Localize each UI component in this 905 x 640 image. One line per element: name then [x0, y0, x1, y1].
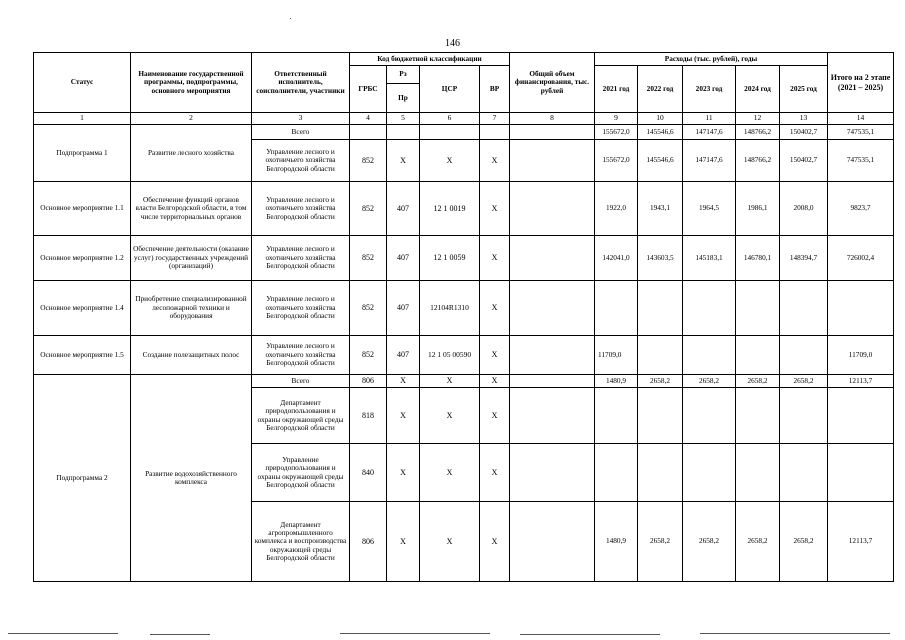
row-executor: Департамент природопользования и охраны окружающей среды Белгородской области	[252, 388, 350, 444]
col-num: 10	[638, 113, 683, 125]
row-total	[510, 140, 595, 182]
row-status: Основное мероприятие 1.5	[34, 336, 131, 375]
row-csr: Х	[420, 502, 480, 582]
row-executor: Управление лесного и охотничьего хозяйства Белгородской области	[252, 281, 350, 336]
scan-dot	[290, 18, 291, 19]
row-grbs: 852	[350, 281, 387, 336]
row-2024: 2658,2	[736, 375, 780, 388]
row-grbs: 852	[350, 236, 387, 281]
row-2024	[736, 336, 780, 375]
row-executor: Управление лесного и охотничьего хозяйства Белгородской области	[252, 182, 350, 236]
header-total-financing: Общий объем финансирования, тыс. рублей	[510, 53, 595, 113]
row-stage-total: 12113,7	[828, 502, 894, 582]
header-2023: 2023 год	[683, 66, 736, 113]
table-row	[34, 375, 894, 388]
table-row	[34, 125, 894, 140]
row-rz	[387, 125, 420, 140]
row-stage-total: 747535,1	[828, 125, 894, 140]
header-2025: 2025 год	[780, 66, 828, 113]
row-2024: 2658,2	[736, 502, 780, 582]
row-grbs: 852	[350, 182, 387, 236]
row-vr: Х	[480, 236, 510, 281]
col-num: 14	[828, 113, 894, 125]
row-stage-total: 9823,7	[828, 182, 894, 236]
row-2023	[683, 444, 736, 502]
row-csr: Х	[420, 388, 480, 444]
row-vr: Х	[480, 140, 510, 182]
row-vr: Х	[480, 336, 510, 375]
row-rz: Х	[387, 502, 420, 582]
row-stage-total: 11709,0	[828, 336, 894, 375]
row-total	[510, 444, 595, 502]
row-rz: 407	[387, 281, 420, 336]
row-vr: Х	[480, 444, 510, 502]
scan-line	[520, 634, 660, 635]
row-grbs: 852	[350, 140, 387, 182]
row-2022	[638, 336, 683, 375]
row-total	[510, 502, 595, 582]
scan-line	[700, 633, 890, 634]
row-executor: Департамент агропромышленного комплекса и воспроизводства окружающей среды Белгородской области	[252, 502, 350, 582]
row-2021	[595, 444, 638, 502]
row-2021: 155672,0	[595, 140, 638, 182]
row-stage-total	[828, 281, 894, 336]
row-2023	[683, 388, 736, 444]
row-2022: 145546,6	[638, 140, 683, 182]
row-csr	[420, 125, 480, 140]
row-stage-total: 12113,7	[828, 375, 894, 388]
row-2022: 2658,2	[638, 502, 683, 582]
row-grbs: 806	[350, 375, 387, 388]
row-status: Подпрограмма 1	[34, 125, 131, 182]
row-2025: 2008,0	[780, 182, 828, 236]
row-2025	[780, 388, 828, 444]
row-rz: Х	[387, 444, 420, 502]
row-2022	[638, 444, 683, 502]
row-name: Развитие лесного хозяйства	[131, 125, 252, 182]
scan-line	[150, 634, 210, 635]
row-2022: 145546,6	[638, 125, 683, 140]
row-csr: 12104R1310	[420, 281, 480, 336]
header-pr: Пр	[387, 84, 420, 113]
row-name: Приобретение специализированной лесопожарной техники и оборудования	[131, 281, 252, 336]
row-csr: Х	[420, 375, 480, 388]
row-2021: 1922,0	[595, 182, 638, 236]
row-rz: Х	[387, 140, 420, 182]
row-rz: 407	[387, 236, 420, 281]
row-2023	[683, 336, 736, 375]
col-num: 12	[736, 113, 780, 125]
row-2021: 155672,0	[595, 125, 638, 140]
row-2021: 1480,9	[595, 375, 638, 388]
row-2021: 142041,0	[595, 236, 638, 281]
row-2022	[638, 281, 683, 336]
row-executor: Управление лесного и охотничьего хозяйства Белгородской области	[252, 336, 350, 375]
row-stage-total	[828, 444, 894, 502]
row-2021: 1480,9	[595, 502, 638, 582]
row-2024: 148766,2	[736, 125, 780, 140]
row-2025	[780, 281, 828, 336]
row-2024: 148766,2	[736, 140, 780, 182]
col-num: 8	[510, 113, 595, 125]
row-2025: 150402,7	[780, 125, 828, 140]
header-status: Статус	[34, 53, 131, 113]
row-rz: 407	[387, 182, 420, 236]
row-total	[510, 336, 595, 375]
row-2022: 2658,2	[638, 375, 683, 388]
row-executor: Всего	[252, 375, 350, 388]
row-2024: 146780,1	[736, 236, 780, 281]
header-name: Наименование государственной программы, подпрограммы, основного мероприятия	[131, 53, 252, 113]
row-name: Обеспечение деятельности (оказание услуг) государственных учреждений (организаций)	[131, 236, 252, 281]
row-2023: 2658,2	[683, 375, 736, 388]
col-num: 1	[34, 113, 131, 125]
row-grbs	[350, 125, 387, 140]
row-executor: Управление лесного и охотничьего хозяйства Белгородской области	[252, 236, 350, 281]
row-grbs: 806	[350, 502, 387, 582]
row-status: Основное мероприятие 1.2	[34, 236, 131, 281]
row-vr: Х	[480, 502, 510, 582]
row-status: Подпрограмма 2	[34, 375, 131, 582]
row-2025	[780, 336, 828, 375]
row-2023: 147147,6	[683, 140, 736, 182]
row-stage-total	[828, 388, 894, 444]
table-row	[34, 182, 894, 236]
row-csr: 12 1 0019	[420, 182, 480, 236]
row-grbs: 840	[350, 444, 387, 502]
row-total	[510, 375, 595, 388]
row-2024	[736, 388, 780, 444]
row-2021	[595, 388, 638, 444]
row-2025: 150402,7	[780, 140, 828, 182]
row-2023	[683, 281, 736, 336]
col-num: 2	[131, 113, 252, 125]
row-stage-total: 726002,4	[828, 236, 894, 281]
row-grbs: 818	[350, 388, 387, 444]
row-2025	[780, 444, 828, 502]
col-num: 9	[595, 113, 638, 125]
row-2025: 148394,7	[780, 236, 828, 281]
header-vr: ВР	[480, 66, 510, 113]
col-num: 11	[683, 113, 736, 125]
col-num: 6	[420, 113, 480, 125]
row-2021: 11709,0	[595, 336, 638, 375]
row-rz: Х	[387, 388, 420, 444]
row-grbs: 852	[350, 336, 387, 375]
row-total	[510, 281, 595, 336]
row-vr: Х	[480, 388, 510, 444]
row-executor: Управление природопользования и охраны окружающей среды Белгородской области	[252, 444, 350, 502]
header-grbs: ГРБС	[350, 66, 387, 113]
header-budget-code: Код бюджетной классификации	[350, 53, 510, 66]
row-name: Создание полезащитных полос	[131, 336, 252, 375]
header-rz: Рз	[387, 66, 420, 84]
table-row	[34, 236, 894, 281]
row-vr: Х	[480, 182, 510, 236]
table-row	[34, 281, 894, 336]
row-vr	[480, 125, 510, 140]
row-2025: 2658,2	[780, 502, 828, 582]
scan-line	[8, 633, 118, 634]
row-2023: 147147,6	[683, 125, 736, 140]
row-csr: 12 1 0059	[420, 236, 480, 281]
col-num: 5	[387, 113, 420, 125]
row-status: Основное мероприятие 1.4	[34, 281, 131, 336]
row-2024	[736, 444, 780, 502]
row-executor: Управление лесного и охотничьего хозяйства Белгородской области	[252, 140, 350, 182]
row-csr: 12 1 05 00590	[420, 336, 480, 375]
row-vr: Х	[480, 281, 510, 336]
header-2022: 2022 год	[638, 66, 683, 113]
header-executor: Ответственный исполнитель, соисполнители, участники	[252, 53, 350, 113]
row-2021	[595, 281, 638, 336]
row-2024: 1986,1	[736, 182, 780, 236]
budget-table	[33, 52, 894, 582]
row-vr: Х	[480, 375, 510, 388]
row-2023: 2658,2	[683, 502, 736, 582]
row-status: Основное мероприятие 1.1	[34, 182, 131, 236]
header-stage-total: Итого на 2 этапе (2021 – 2025)	[828, 53, 894, 113]
row-2022	[638, 388, 683, 444]
header-2021: 2021 год	[595, 66, 638, 113]
row-name: Обеспечение функций органов власти Белгородской области, в том числе территориальных органов	[131, 182, 252, 236]
row-name: Развитие водохозяйственного комплекса	[131, 375, 252, 582]
row-2023: 145183,1	[683, 236, 736, 281]
row-2023: 1964,5	[683, 182, 736, 236]
row-total	[510, 236, 595, 281]
col-num: 4	[350, 113, 387, 125]
row-2024	[736, 281, 780, 336]
col-num: 13	[780, 113, 828, 125]
row-csr: Х	[420, 444, 480, 502]
row-2022: 143603,5	[638, 236, 683, 281]
row-rz: 407	[387, 336, 420, 375]
scan-line	[340, 633, 490, 634]
row-total	[510, 125, 595, 140]
row-csr: Х	[420, 140, 480, 182]
header-csr: ЦСР	[420, 66, 480, 113]
table-row	[34, 336, 894, 375]
row-total	[510, 388, 595, 444]
col-num: 3	[252, 113, 350, 125]
row-total	[510, 182, 595, 236]
page-number: 146	[445, 38, 460, 49]
row-rz: Х	[387, 375, 420, 388]
row-executor: Всего	[252, 125, 350, 140]
row-2025: 2658,2	[780, 375, 828, 388]
header-2024: 2024 год	[736, 66, 780, 113]
col-num: 7	[480, 113, 510, 125]
row-2022: 1943,1	[638, 182, 683, 236]
header-expenses: Расходы (тыс. рублей), годы	[595, 53, 828, 66]
row-stage-total: 747535,1	[828, 140, 894, 182]
